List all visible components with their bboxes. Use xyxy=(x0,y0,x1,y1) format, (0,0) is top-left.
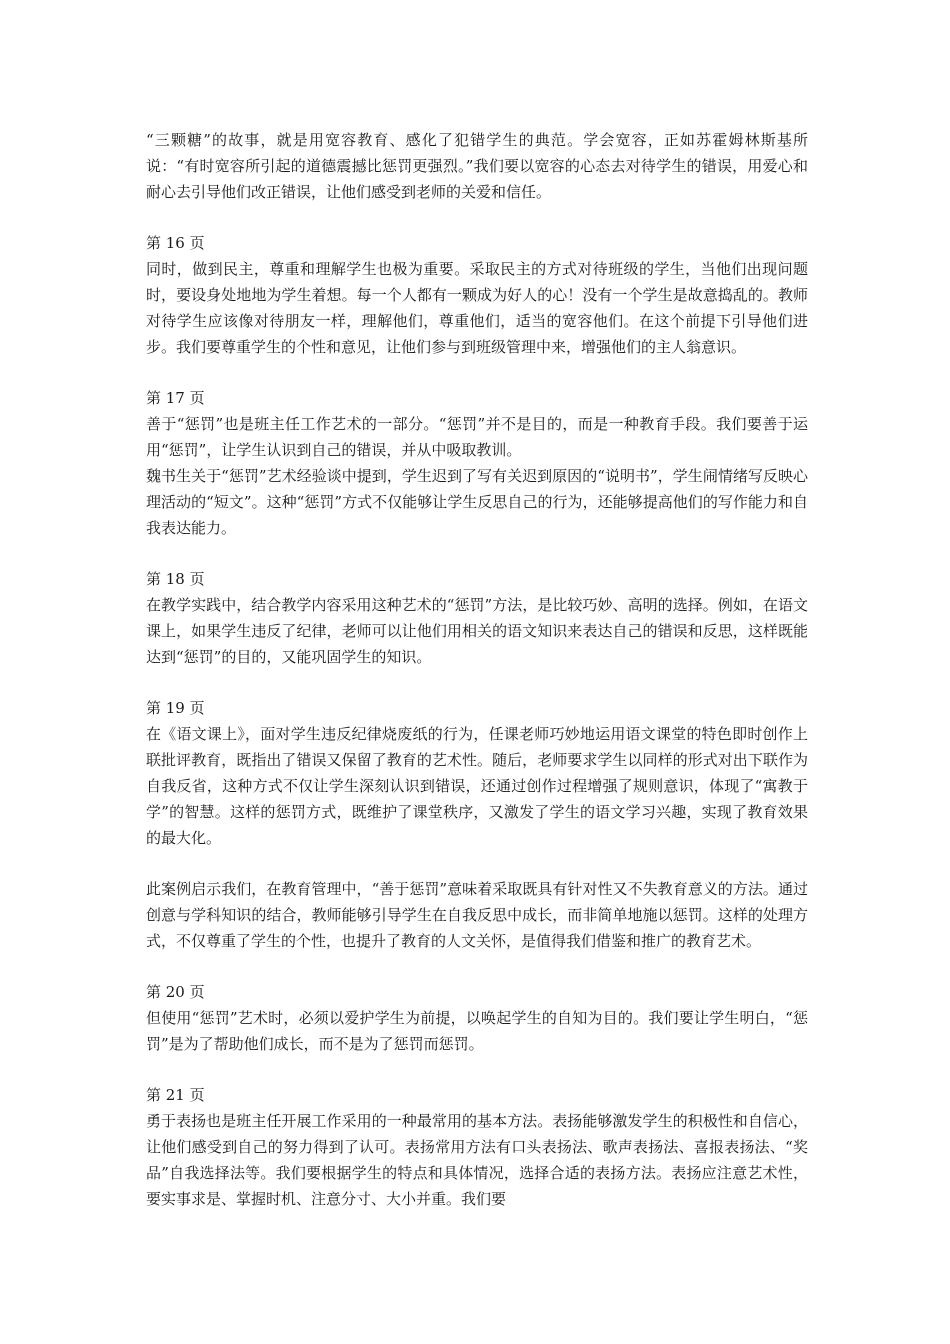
paragraph: 善于“惩罚”也是班主任工作艺术的一部分。“惩罚”并不是目的，而是一种教育手段。我们要善于运用“惩罚”，让学生认识到自己的错误，并从中吸取教训。 xyxy=(146,415,808,459)
section-page-17 xyxy=(146,385,808,541)
document-page xyxy=(146,127,808,1237)
page-number-heading: 第 17 页 xyxy=(146,389,205,407)
page-number-heading: 第 21 页 xyxy=(146,1086,205,1104)
section-page-18 xyxy=(146,566,808,670)
paragraph: 勇于表扬也是班主任开展工作采用的一种最常用的基本方法。表扬能够激发学生的积极性和自信心，让他们感受到自己的努力得到了认可。表扬常用方法有口头表扬法、歌声表扬法、喜报表扬法、“奖品”自我选择法等。我们要根据学生的特点和具体情况，选择合适的表扬方法。表扬应注意艺术性，要实事求是、掌握时机、注意分寸、大小并重。我们要 xyxy=(146,1112,808,1208)
section-page-19 xyxy=(146,695,808,851)
section-page-21 xyxy=(146,1082,808,1212)
page-number-heading: 第 16 页 xyxy=(146,234,205,252)
paragraph: “三颗糖”的故事，就是用宽容教育、感化了犯错学生的典范。学会宽容，正如苏霍姆林斯基所说：“有时宽容所引起的道德震撼比惩罚更强烈。”我们要以宽容的心态去对待学生的错误，用爱心和耐心去引导他们改正错误，让他们感受到老师的关爱和信任。 xyxy=(146,131,808,201)
page-number-heading: 第 18 页 xyxy=(146,570,205,588)
paragraph: 此案例启示我们，在教育管理中，“善于惩罚”意味着采取既具有针对性又不失教育意义的方法。通过创意与学科知识的结合，教师能够引导学生在自我反思中成长，而非简单地施以惩罚。这样的处理方式，不仅尊重了学生的个性，也提升了教育的人文关怀，是值得我们借鉴和推广的教育艺术。 xyxy=(146,880,808,950)
paragraph: 魏书生关于“惩罚”艺术经验谈中提到，学生迟到了写有关迟到原因的“说明书”，学生闹情绪写反映心理活动的“短文”。这种“惩罚”方式不仅能够让学生反思自己的行为，还能够提高他们的写作能力和自我表达能力。 xyxy=(146,467,808,537)
page-number-heading: 第 19 页 xyxy=(146,699,205,717)
section-case-insight xyxy=(146,876,808,954)
paragraph: 在教学实践中，结合教学内容采用这种艺术的“惩罚”方法，是比较巧妙、高明的选择。例如，在语文课上，如果学生违反了纪律，老师可以让他们用相关的语文知识来表达自己的错误和反思，这样既能达到“惩罚”的目的，又能巩固学生的知识。 xyxy=(146,596,808,666)
paragraph: 在《语文课上》，面对学生违反纪律烧废纸的行为，任课老师巧妙地运用语文课堂的特色即时创作上联批评教育，既指出了错误又保留了教育的艺术性。随后，老师要求学生以同样的形式对出下联作为自我反省，这种方式不仅让学生深刻认识到错误，还通过创作过程增强了规则意识，体现了“寓教于学”的智慧。这样的惩罚方式，既维护了课堂秩序，又激发了学生的语文学习兴趣，实现了教育效果的最大化。 xyxy=(146,725,808,847)
section-page-16 xyxy=(146,230,808,360)
page-number-heading: 第 20 页 xyxy=(146,983,205,1001)
section-page-20 xyxy=(146,979,808,1057)
section-intro xyxy=(146,127,808,205)
paragraph: 同时，做到民主，尊重和理解学生也极为重要。采取民主的方式对待班级的学生，当他们出现问题时，要设身处地地为学生着想。每一个人都有一颗成为好人的心！没有一个学生是故意捣乱的。教师对待学生应该像对待朋友一样，理解他们，尊重他们，适当的宽容他们。在这个前提下引导他们进步。我们要尊重学生的个性和意见，让他们参与到班级管理中来，增强他们的主人翁意识。 xyxy=(146,260,808,356)
paragraph: 但使用“惩罚”艺术时，必须以爱护学生为前提，以唤起学生的自知为目的。我们要让学生明白，“惩罚”是为了帮助他们成长，而不是为了惩罚而惩罚。 xyxy=(146,1009,808,1053)
